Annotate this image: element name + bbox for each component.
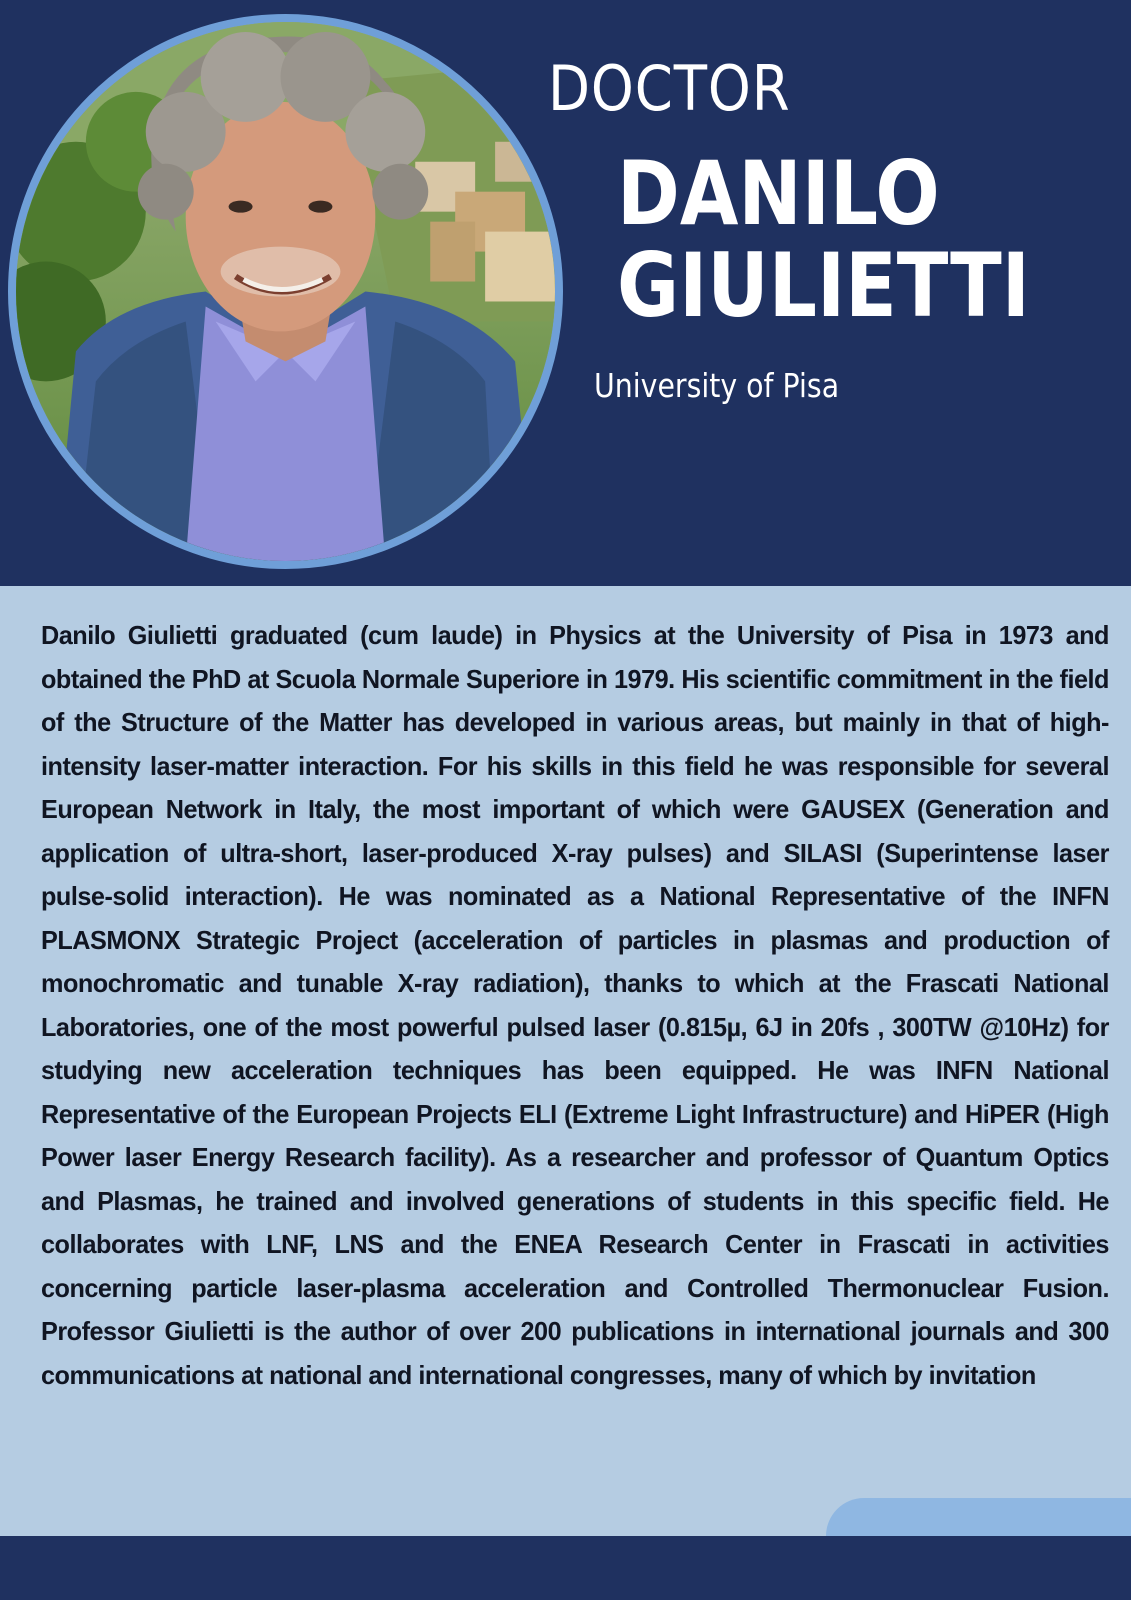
bio-panel	[0, 586, 1131, 1536]
bio-text: Danilo Giulietti graduated (cum laude) in Physics at the University of Pisa in 1973 and obtained the PhD at Scuola Normale Superiore in 1979. His scientific commitment in the field of the Structure of the Matter has developed in various areas, but mainly in that of high-intensity laser-matter interaction. For his skills in this field he was responsible for several European Network in Italy, the most important of which were GAUSEX (Generation and application of ultra-short, laser-produced X-ray pulses) and SILASI (Superintense laser pulse-solid interaction). He was nominated as a National Representative of the INFN PLASMONX Strategic Project (acceleration of particles in plasmas and production of monochromatic and tunable X-ray radiation), thanks to which at the Frascati National Laboratories, one of the most powerful pulsed laser (0.815µ, 6J in 20fs , 300TW @10Hz) for studying new acceleration techniques has been equipped. He was INFN National Representative of the European Projects ELI (Extreme Light Infrastructure) and HiPER (High Power laser Energy Research facility). As a researcher and professor of Quantum Optics and Plasmas, he trained and involved generations of students in this specific field. He collaborates with LNF, LNS and the ENEA Research Center in Frascati in activities concerning particle laser-plasma acceleration and Controlled Thermonuclear Fusion. Professor Giulietti is the author of over 200 publications in international journals and 300 communications at national and international congresses, many of which by invitation	[41, 620, 1109, 1390]
title-prefix: DOCTOR	[548, 52, 791, 125]
person-name	[617, 142, 1030, 337]
portrait-photo	[8, 14, 563, 569]
portrait-illustration	[16, 22, 555, 561]
header-banner	[0, 0, 1131, 586]
footer-bar	[0, 1536, 1131, 1600]
last-name: GIULIETTI	[617, 234, 1030, 337]
decorative-accent	[826, 1498, 1131, 1536]
affiliation: University of Pisa	[594, 366, 840, 405]
first-name: DANILO	[617, 142, 940, 245]
